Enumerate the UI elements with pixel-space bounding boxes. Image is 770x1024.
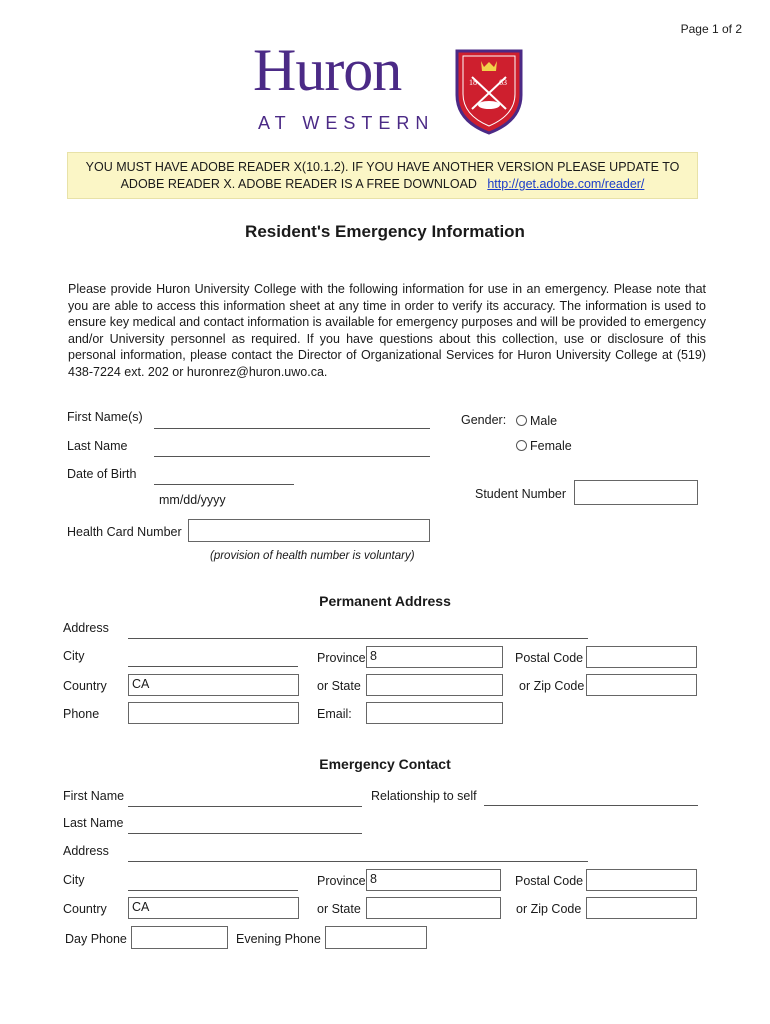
ec-state-input[interactable] <box>366 897 501 919</box>
adobe-notice <box>67 152 698 199</box>
student-number-label: Student Number <box>475 487 567 501</box>
perm-address-label: Address <box>63 621 109 635</box>
ec-address-field[interactable] <box>128 861 588 862</box>
dob-label: Date of Birth <box>67 467 137 481</box>
ec-last-name-field[interactable] <box>128 833 362 834</box>
perm-state-label: or State <box>317 679 361 693</box>
perm-email-label: Email: <box>317 707 352 721</box>
health-card-label: Health Card Number <box>67 525 182 539</box>
health-card-input[interactable] <box>188 519 430 542</box>
ec-city-label: City <box>63 873 85 887</box>
last-name-field[interactable] <box>154 456 430 457</box>
perm-postal-input[interactable] <box>586 646 697 668</box>
ec-last-name-label: Last Name <box>63 816 124 830</box>
ec-postal-label: Postal Code <box>515 874 584 888</box>
perm-email-input[interactable] <box>366 702 503 724</box>
perm-phone-input[interactable] <box>128 702 299 724</box>
notice-line-1: YOU MUST HAVE ADOBE READER X(10.1.2). IF YOU HAVE ANOTHER VERSION PLEASE UPDATE TO <box>85 160 680 174</box>
radio-icon <box>516 415 527 426</box>
perm-phone-label: Phone <box>63 707 100 721</box>
adobe-download-link[interactable]: http://get.adobe.com/reader/ <box>487 177 645 191</box>
perm-province-label: Province <box>317 651 366 665</box>
ec-evening-phone-label: Evening Phone <box>236 932 321 946</box>
perm-postal-label: Postal Code <box>515 651 584 665</box>
emergency-contact-heading: Emergency Contact <box>319 756 451 772</box>
ec-state-label: or State <box>317 902 361 916</box>
first-name-field[interactable] <box>154 428 430 429</box>
crest-icon <box>454 47 524 135</box>
perm-country-input[interactable]: CA <box>128 674 299 696</box>
perm-city-field[interactable] <box>128 666 298 667</box>
ec-evening-phone-input[interactable] <box>325 926 427 949</box>
logo-wordmark: Huron <box>253 37 402 103</box>
ec-address-label: Address <box>63 844 109 858</box>
student-number-input[interactable] <box>574 480 698 505</box>
ec-day-phone-label: Day Phone <box>65 932 127 946</box>
perm-address-field[interactable] <box>128 638 588 639</box>
perm-zip-input[interactable] <box>586 674 697 696</box>
ec-relationship-label: Relationship to self <box>371 789 477 803</box>
ec-city-field[interactable] <box>128 890 298 891</box>
ec-zip-label: or Zip Code <box>516 902 582 916</box>
ec-province-label: Province <box>317 874 366 888</box>
permanent-address-heading: Permanent Address <box>319 593 451 609</box>
dob-field[interactable] <box>154 484 294 485</box>
ec-province-input[interactable]: 8 <box>366 869 501 891</box>
page-number: Page 1 of 2 <box>680 22 742 36</box>
ec-postal-input[interactable] <box>586 869 697 891</box>
intro-paragraph: Please provide Huron University College with the following information for use in an emergency. Please note that you are able to access this information sheet at any time in order to verify its accuracy. The information is used to ensure key medical and contact information is available for emergency purposes and will be provided to emergency and/or University personnel as required. If you have questions about this collection, use or disclosure of this personal information, please contact the Director of Organizational Services for Huron University College at (519) 438-7224 ext. 202 or huronrez@huron.uwo.ca. <box>68 282 706 379</box>
first-name-label: First Name(s) <box>67 410 143 424</box>
health-note: (provision of health number is voluntary) <box>210 550 415 562</box>
perm-city-label: City <box>63 649 85 663</box>
radio-icon <box>516 440 527 451</box>
crest-year-left: 18 <box>469 78 477 87</box>
last-name-label: Last Name <box>67 439 128 453</box>
ec-zip-input[interactable] <box>586 897 697 919</box>
ec-country-input[interactable]: CA <box>128 897 299 919</box>
logo-subtitle: AT WESTERN <box>258 113 435 133</box>
perm-country-label: Country <box>63 679 107 693</box>
ec-country-label: Country <box>63 902 107 916</box>
ec-day-phone-input[interactable] <box>131 926 228 949</box>
ec-first-name-field[interactable] <box>128 806 362 807</box>
gender-male-radio[interactable]: Male <box>516 414 557 428</box>
page-title: Resident's Emergency Information <box>245 222 525 241</box>
gender-female-radio[interactable]: Female <box>516 439 572 453</box>
gender-label: Gender: <box>461 413 507 427</box>
notice-line-2: ADOBE READER X. ADOBE READER IS A FREE DOWNLOAD http://get.adobe.com/reader/ <box>120 177 645 191</box>
perm-zip-label: or Zip Code <box>519 679 585 693</box>
perm-state-input[interactable] <box>366 674 503 696</box>
ec-first-name-label: First Name <box>63 789 125 803</box>
perm-province-input[interactable]: 8 <box>366 646 503 668</box>
crest-year-right: 63 <box>499 78 507 87</box>
dob-format: mm/dd/yyyy <box>159 493 226 507</box>
ec-relationship-field[interactable] <box>484 805 698 806</box>
